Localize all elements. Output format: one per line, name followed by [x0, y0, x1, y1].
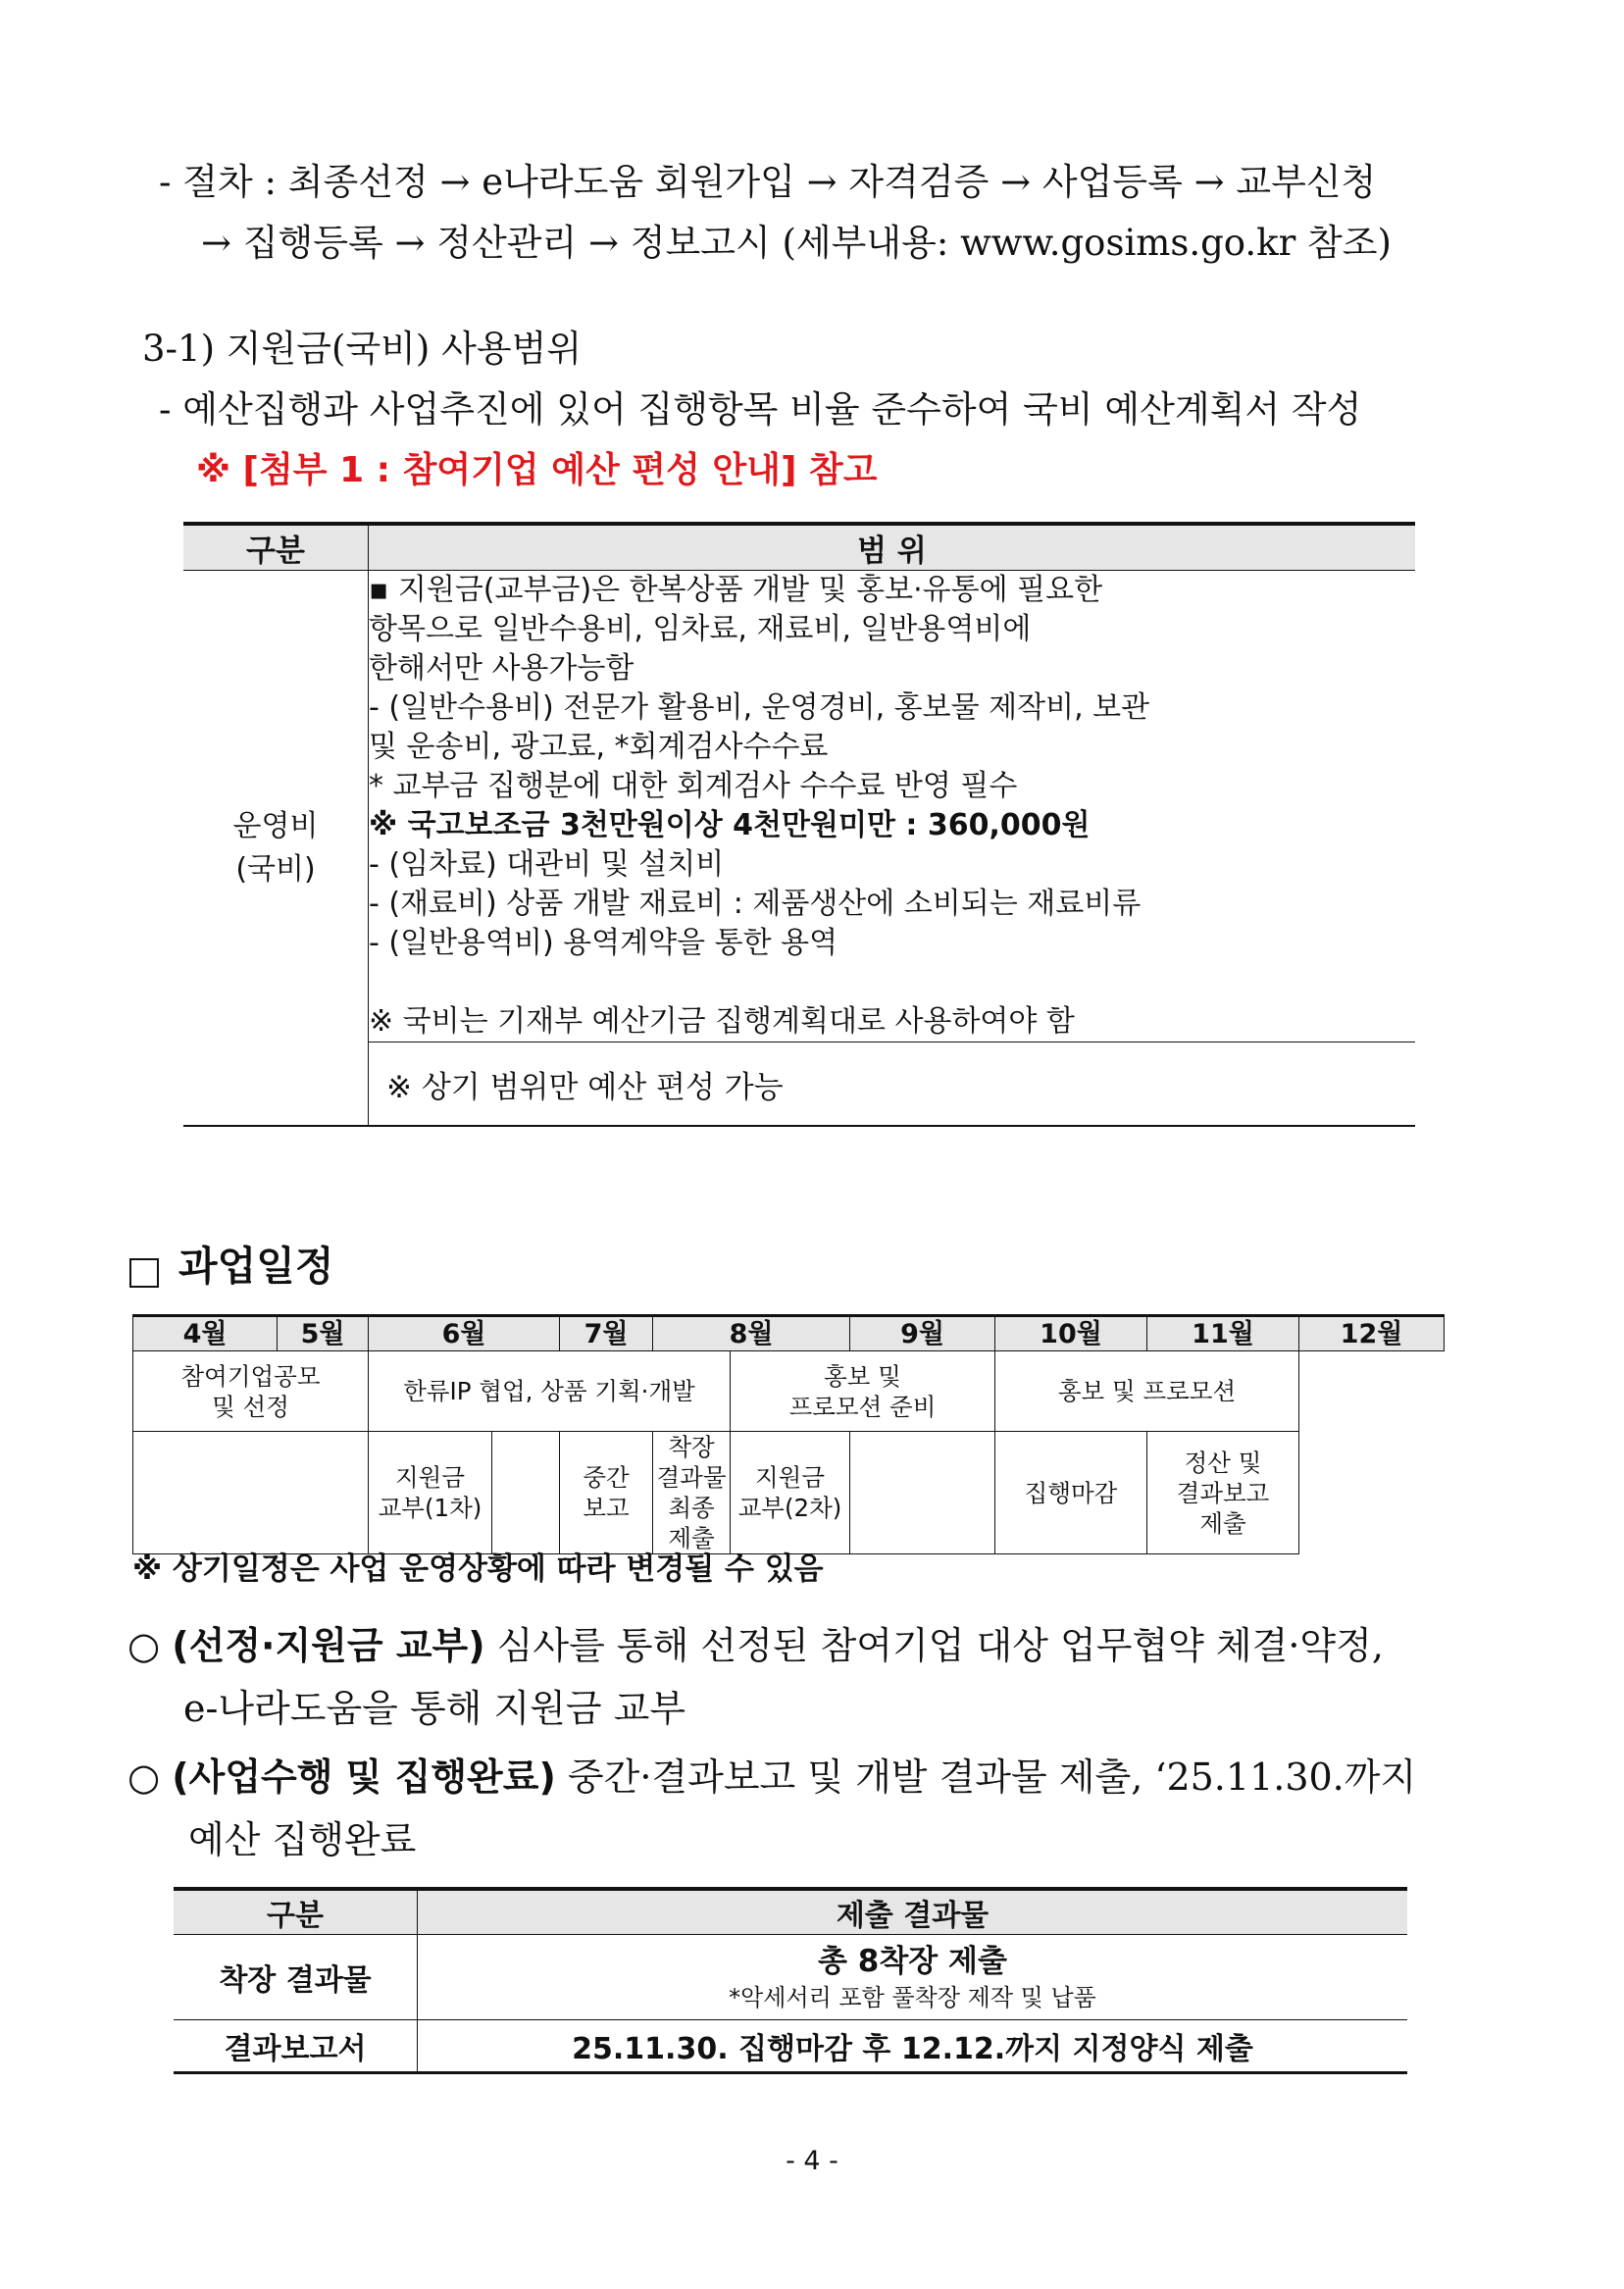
month-sep: 9월	[850, 1316, 995, 1351]
grant-2-milestone: 지원금 교부(2차)	[731, 1432, 850, 1554]
schedule-note: ※ 상기일정은 사업 운영상황에 따라 변경될 수 있음	[132, 1551, 824, 1587]
results-header-category: 구분	[174, 1889, 418, 1935]
budget-category-line1: 운영비	[232, 808, 319, 843]
budget-category-line2: (국비)	[235, 851, 316, 887]
month-jun: 6월	[369, 1316, 560, 1351]
page-number: - 4 -	[786, 2146, 838, 2176]
month-nov: 11월	[1147, 1316, 1299, 1351]
promo-phase: 홍보 및 프로모션	[995, 1351, 1299, 1432]
close-milestone: 집행마감	[995, 1432, 1147, 1554]
develop-phase: 한류IP 협업, 상품 기획·개발	[369, 1351, 731, 1432]
scope-line: * 교부금 집행분에 대한 회계검사 수수료 반영 필수	[369, 769, 1018, 803]
results-row1-sub: *악세서리 포함 풀착장 제작 및 납품	[729, 1984, 1096, 2011]
budget-header-scope: 범 위	[369, 524, 1416, 571]
bullet-execution	[127, 1755, 1416, 1799]
results-row1-label: 착장 결과물	[174, 1935, 418, 2020]
checkbox-icon	[129, 1258, 159, 1288]
bullet-selection	[127, 1624, 1384, 1667]
month-apr: 4월	[133, 1316, 278, 1351]
bullet-selection-text: 심사를 통해 선정된 참여기업 대상 업무협약 체결·약정,	[484, 1624, 1384, 1667]
procedure-line-2: → 집행등록 → 정산관리 → 정보고시 (세부내용: www.gosims.go.kr 참조)	[201, 222, 1392, 264]
scope-line: ※ 국고보조금 3천만원이상 4천만원미만 : 360,000원	[369, 808, 1091, 842]
mid-report-milestone: 중간 보고	[560, 1432, 653, 1554]
scope-line: ▪ 지원금(교부금)은 한복상품 개발 및 홍보·유통에 필요한	[369, 573, 1103, 607]
results-row2-text: 25.11.30. 집행마감 후 12.12.까지 지정양식 제출	[418, 2020, 1408, 2073]
budget-header-category: 구분	[183, 524, 369, 571]
month-jul: 7월	[560, 1316, 653, 1351]
scope-line: 한해서만 사용가능함	[369, 651, 634, 686]
results-table	[174, 1887, 1407, 2074]
scope-line: 및 운송비, 광고료, *회계검사수수료	[369, 730, 829, 764]
month-may: 5월	[278, 1316, 369, 1351]
circle-bullet-icon: ○	[127, 1624, 173, 1667]
attachment-reference: ※ [첨부 1 : 참여기업 예산 편성 안내] 참고	[196, 450, 878, 490]
bullet-selection-cont: e-나라도움을 통해 지원금 교부	[183, 1687, 686, 1730]
month-oct: 10월	[995, 1316, 1147, 1351]
schedule-title: 과업일정	[178, 1243, 334, 1290]
results-row2-label: 결과보고서	[174, 2020, 418, 2073]
bullet-execution-label: (사업수행 및 집행완료)	[172, 1755, 556, 1799]
section-bullet: - 예산집행과 사업추진에 있어 집행항목 비율 준수하여 국비 예산계획서 작성	[159, 388, 1362, 431]
bullet-selection-label: (선정·지원금 교부)	[172, 1624, 485, 1667]
budget-note: ※ 상기 범위만 예산 편성 가능	[369, 1043, 1416, 1127]
empty-cell	[133, 1432, 369, 1554]
scope-line: ※ 국비는 기재부 예산기금 집행계획대로 사용하여야 함	[369, 1004, 1075, 1039]
bullet-execution-cont: 예산 집행완료	[188, 1818, 417, 1861]
grant-1-milestone: 지원금 교부(1차)	[369, 1432, 492, 1554]
budget-category-cell	[183, 571, 369, 1127]
schedule-title-row	[129, 1234, 333, 1292]
results-row1-cell	[418, 1935, 1408, 2020]
settle-milestone: 정산 및 결과보고 제출	[1147, 1432, 1299, 1554]
budget-scope-cell	[369, 571, 1416, 1043]
month-dec: 12월	[1299, 1316, 1445, 1351]
results-row1-main: 총 8착장 제출	[818, 1944, 1007, 1979]
procedure-line-1: - 절차 : 최종선정 → e나라도움 회원가입 → 자격검증 → 사업등록 → 교부신청	[159, 161, 1377, 203]
results-header-output: 제출 결과물	[418, 1889, 1408, 1935]
month-aug: 8월	[653, 1316, 850, 1351]
promo-prep-phase: 홍보 및 프로모션 준비	[731, 1351, 995, 1432]
schedule-table	[132, 1314, 1445, 1554]
scope-line: - (일반용역비) 용역계약을 통한 용역	[369, 926, 838, 960]
scope-line	[369, 963, 1415, 1002]
circle-bullet-icon: ○	[127, 1755, 173, 1799]
scope-line: - (일반수용비) 전문가 활용비, 운영경비, 홍보물 제작비, 보관	[369, 690, 1150, 725]
empty-cell	[850, 1432, 995, 1554]
section-heading: 3-1) 지원금(국비) 사용범위	[142, 328, 583, 370]
final-submit-milestone: 착장 결과물 최종 제출	[653, 1432, 731, 1554]
budget-scope-table	[183, 522, 1415, 1127]
scope-line: 항목으로 일반수용비, 임차료, 재료비, 일반용역비에	[369, 612, 1032, 646]
scope-line: - (재료비) 상품 개발 재료비 : 제품생산에 소비되는 재료비류	[369, 887, 1142, 921]
bullet-execution-text: 중간·결과보고 및 개발 결과물 제출, ‘25.11.30.까지	[555, 1755, 1417, 1799]
scope-line: - (임차료) 대관비 및 설치비	[369, 847, 725, 882]
recruit-phase: 참여기업공모 및 선정	[133, 1351, 369, 1432]
empty-cell	[492, 1432, 560, 1554]
